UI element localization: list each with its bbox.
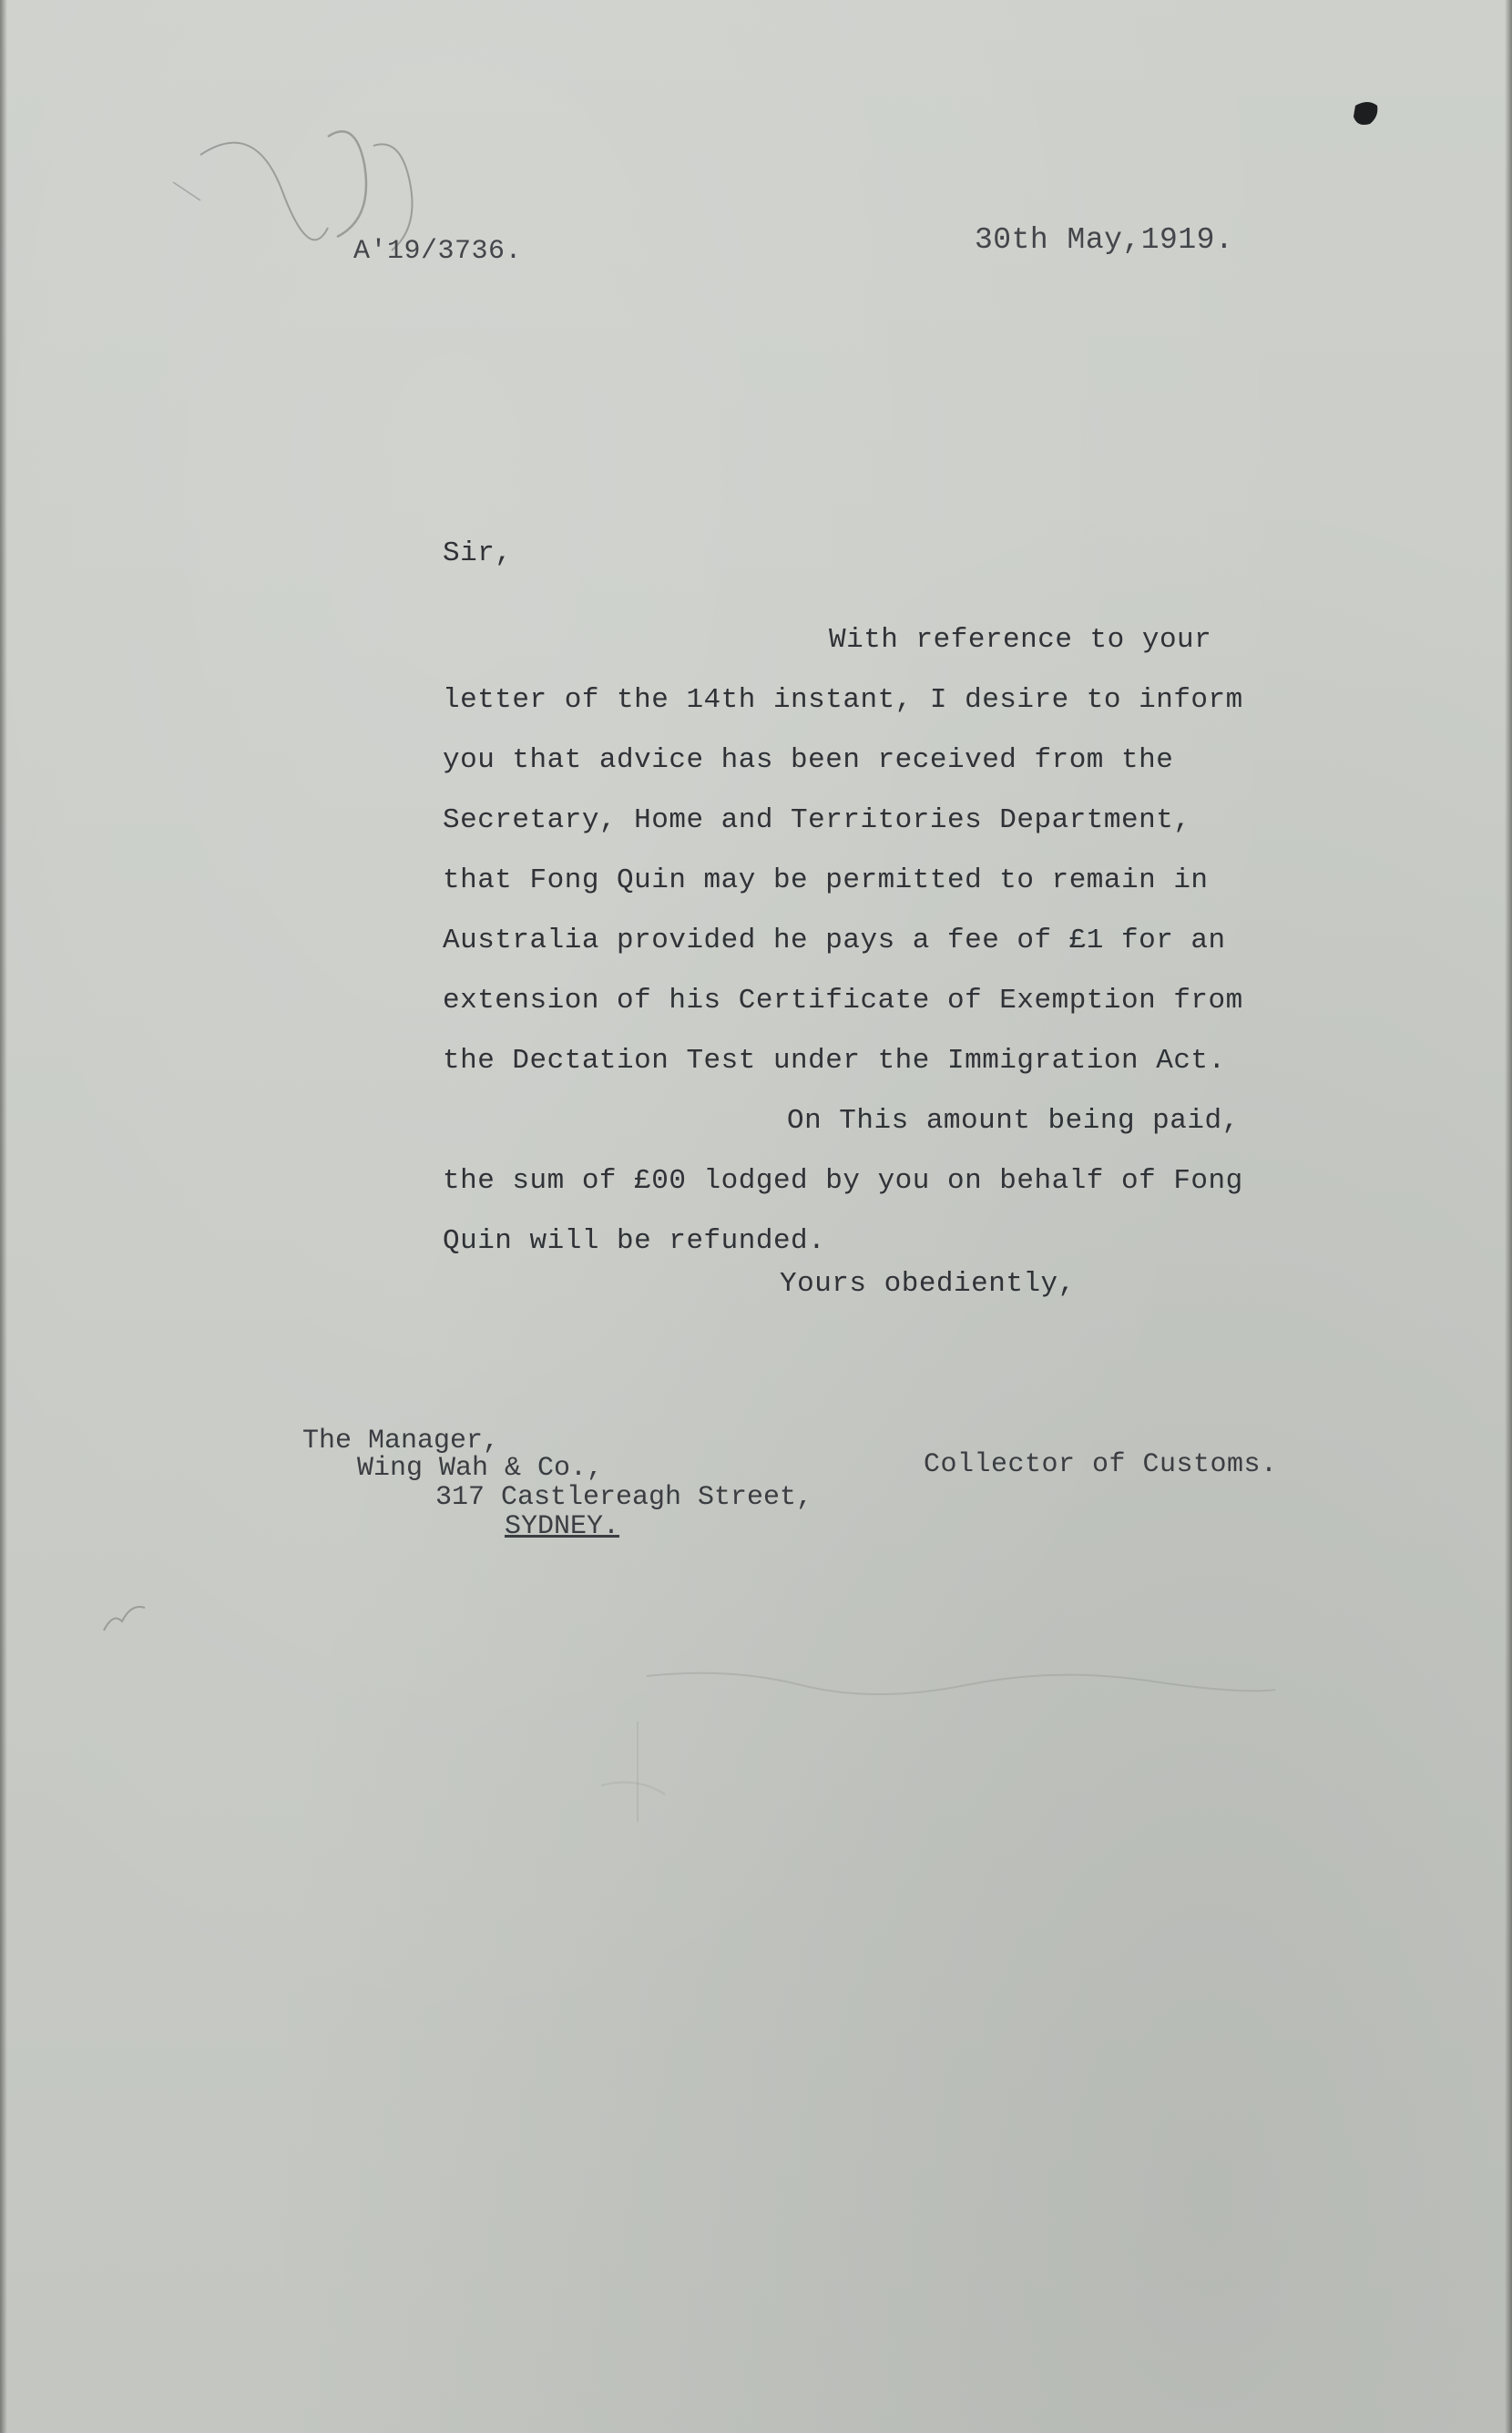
body-line: that Fong Quin may be permitted to remain in xyxy=(443,864,1209,896)
addressee-block xyxy=(302,1427,812,1540)
body-line: you that advice has been received from the xyxy=(443,744,1174,776)
body-line: Australia provided he pays a fee of £1 for an xyxy=(443,925,1226,956)
body-line: the sum of £00 lodged by you on behalf of Fong xyxy=(443,1165,1243,1197)
letter-date: 30th May,1919. xyxy=(975,223,1234,257)
file-reference: A'19/3736. xyxy=(353,236,523,267)
addressee-line: The Manager, xyxy=(302,1426,500,1457)
pencil-mark-left xyxy=(95,1576,168,1649)
page-right-edge xyxy=(1505,0,1512,2433)
faint-pencil-note xyxy=(583,1640,1293,1840)
salutation: Sir, xyxy=(443,537,513,569)
body-line: On This amount being paid, xyxy=(787,1105,1240,1137)
addressee-line: 317 Castlereagh Street, xyxy=(435,1482,813,1513)
body-line: With reference to your xyxy=(829,624,1212,656)
body-line: the Dectation Test under the Immigration Act. xyxy=(443,1045,1226,1077)
letter-body xyxy=(443,610,1243,1272)
ink-blot xyxy=(1348,97,1384,133)
body-line: Secretary, Home and Territories Department, xyxy=(443,804,1191,836)
page-left-edge xyxy=(0,0,7,2433)
signatory-title: Collector of Customs. xyxy=(924,1449,1278,1480)
body-line: extension of his Certificate of Exemption from xyxy=(443,985,1243,1017)
addressee-line: Wing Wah & Co., xyxy=(357,1453,604,1484)
body-line: letter of the 14th instant, I desire to inform xyxy=(443,684,1243,716)
body-line: Quin will be refunded. xyxy=(443,1225,826,1257)
addressee-city: SYDNEY. xyxy=(505,1511,620,1542)
closing: Yours obediently, xyxy=(780,1268,1076,1300)
